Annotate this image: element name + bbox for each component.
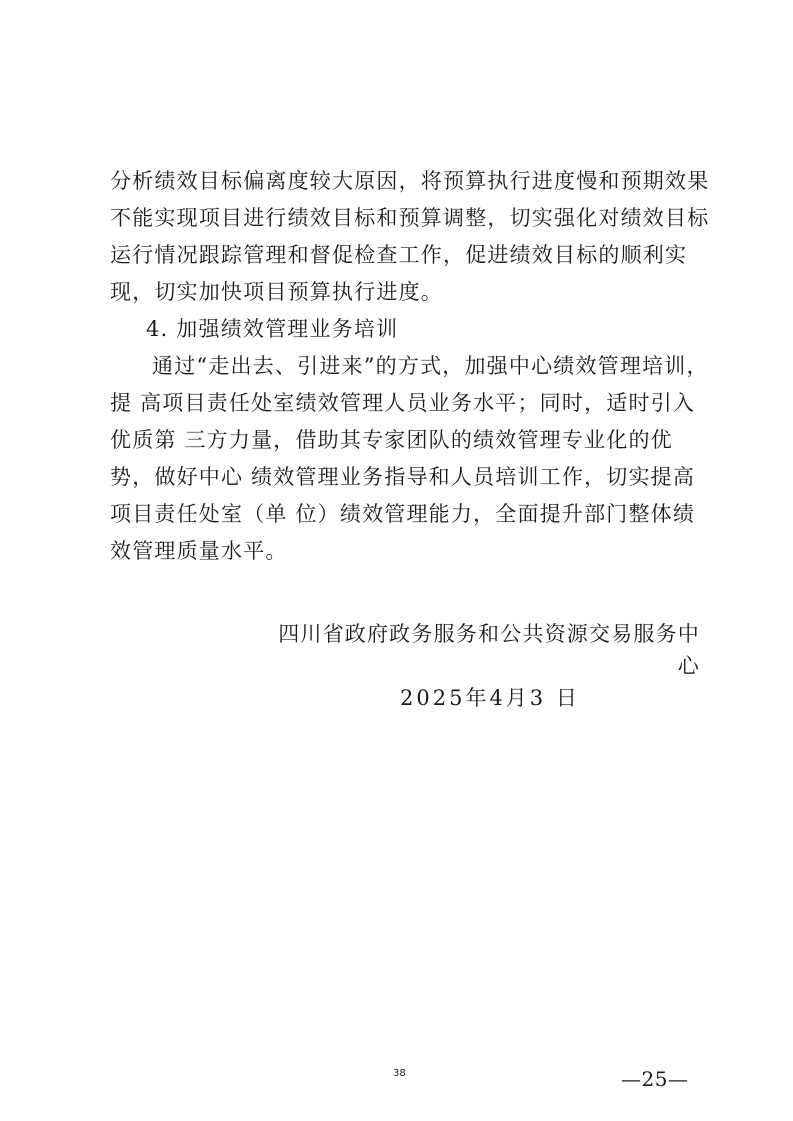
section-heading: 4. 加强绩效管理业务培训 <box>146 317 399 341</box>
training-paragraph: 通过“走出去、引进来”的方式，加强中心绩效管理培训，提 高项目责任处室绩效管理人员业务水平；同时，适时引入优质第 三方力量，借助其专家团队的绩效管理专业化的优势，做好中心 绩效管理业务指导和人员培训工作，切实提高项目责任处室（单 位）绩效管理能力，全面提升部门整体绩效管理质量水平。 <box>110 354 709 563</box>
page-number: —25— <box>621 1067 689 1091</box>
analysis-paragraph: 分析绩效目标偏离度较大原因，将预算执行进度慢和预期效果不能实现项目进行绩效目标和预算调整，切实强化对绩效目标运行情况跟踪管理和督促检查工作，促进绩效目标的顺利实现，切实加快项目预算执行进度。 <box>110 169 710 304</box>
document-body <box>110 163 710 570</box>
signature-organization: 四川省政府政务服务和公共资源交易服务中心 <box>278 622 700 678</box>
signature-block <box>268 618 700 714</box>
signature-date: 2025年4月3 日 <box>400 686 580 710</box>
scan-page-number: 38 <box>393 1068 406 1079</box>
